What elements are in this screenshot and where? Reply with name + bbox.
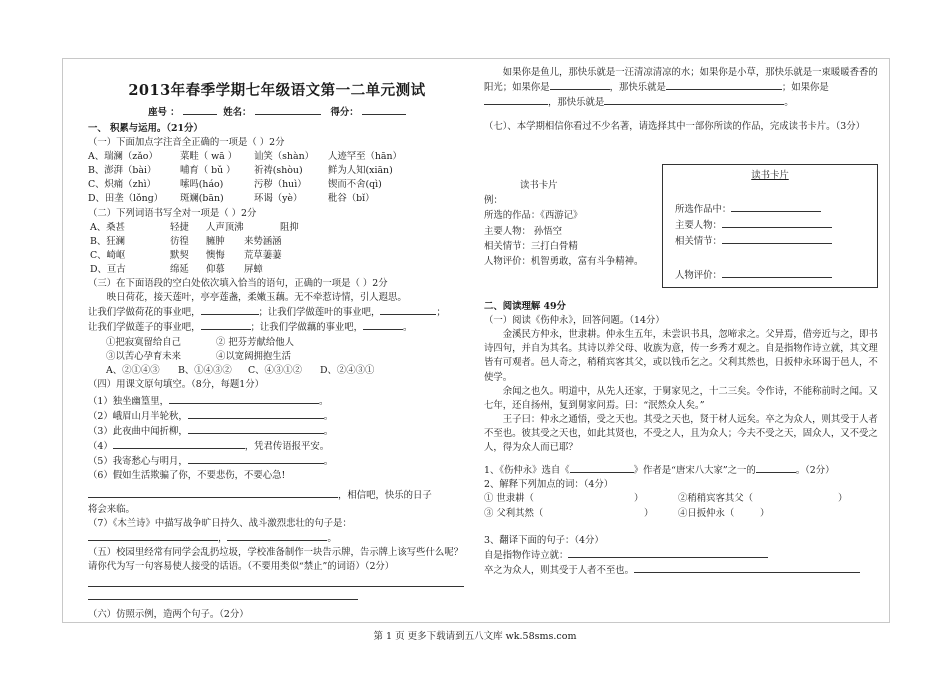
q6-blank[interactable] — [484, 95, 548, 105]
q4-stem: （四）用课文原句填空。（8分，每题1分） — [88, 378, 264, 390]
example-reading-card — [484, 178, 654, 269]
student-info — [88, 105, 466, 120]
q4-item-6-end: 将会来临。 — [88, 503, 135, 515]
card-plot-field[interactable] — [722, 234, 832, 244]
card-row-plot: 相关情节： — [675, 233, 832, 247]
rq3-a: 自是指物作诗立就： — [484, 548, 884, 563]
card-row-person: 主要人物： — [675, 217, 832, 231]
q2-row: B、狂澜 彷徨 臃肿 来势涵涵 — [90, 235, 282, 247]
card-eval-field[interactable] — [722, 268, 832, 278]
example-line: 所选的作品：《西游记》 — [484, 210, 583, 222]
q4-blank[interactable] — [88, 488, 338, 498]
name-label: 姓名： — [223, 106, 252, 118]
q6-stem: （六）仿照示例，造两个句子。（2分） — [88, 609, 249, 621]
q4-blank[interactable] — [188, 409, 324, 419]
passage-para-3: 王子曰：仲永之通悟，受之天也。其受之天也，贤于材人远矣。卒之为众人，则其受于人者不至也。彼其受之天也，如此其贤也，不受之人，且为众人；今夫不受之天，固众人，又不受之人，得为众人而已耶？ — [484, 413, 878, 454]
card-row-eval: 人物评价： — [675, 267, 832, 281]
q4-blank[interactable] — [188, 424, 324, 434]
q4-blank[interactable] — [188, 454, 324, 464]
card-work-field[interactable] — [731, 202, 821, 212]
q1-row: B、澎湃（bài） 哺育（ bǔ ） 祈祷(shòu) 鲜为人知(xiān) — [88, 165, 393, 177]
rq2-spacer — [484, 521, 884, 534]
q3-passage: 映日荷花，接天莲叶，亭亭莲盏，柔嫩玉藕。无不牵惹诗情，引人遐思。 — [106, 292, 407, 304]
rq1-blank[interactable] — [570, 463, 634, 473]
q4-blank[interactable] — [227, 531, 327, 541]
rq2-row: ③ 父利其然（ ） ④日扳仲永（ ） — [484, 507, 770, 519]
q3-choices: A、②①④③ B、①④③② C、④③①② D、②④③① — [106, 364, 375, 376]
q5-text: （五）校园里经常有同学会乱扔垃圾，学校准备制作一块告示牌，告示牌上该写些什么呢？请你代为写一句容易使人接受的话语。（不要用类似“禁止”的词语）（2分） — [88, 547, 464, 573]
q4-item-3: （3）此夜曲中闻折柳， 。 — [88, 426, 334, 438]
q1-row: C、炽痛（zhì） 嗦吗(háo) 污秽（huì） 锲而不舍(qì) — [88, 179, 382, 191]
rq2-stem: 2、解释下列加点的词：（4分） — [484, 479, 614, 491]
q3-line-2: 让我们学做莲子的事业吧， ；让我们学做藕的事业吧， 。 — [88, 322, 413, 334]
q3-options-b: ③以苦心孕育未来 ④以宽阔拥抱生活 — [106, 350, 292, 362]
q4-item-5: （5）我寄愁心与明月， 。 — [88, 456, 334, 468]
q4-blank[interactable] — [169, 394, 319, 404]
seat-label: 座号 ： — [148, 106, 180, 118]
q2-stem: （二）下列词语书写全对一项是（ ）2分 — [88, 207, 257, 219]
page-title: 2013年春季学期七年级语文第一二单元测试 — [128, 82, 426, 99]
q3-stem: （三）在下面语段的空白处依次填入恰当的语句，正确的一项是（ ）2分 — [88, 278, 388, 290]
q7-stem: （七）、本学期相信你看过不少名著，请选择其中一部你所读的作品，完成读书卡片。（3分） — [484, 121, 865, 133]
reading-card-title: 读书卡片 — [751, 170, 789, 181]
card-person-field[interactable] — [722, 218, 832, 228]
left-column — [88, 74, 466, 622]
example-line: 例： — [484, 195, 503, 207]
q4-blank[interactable] — [113, 439, 245, 449]
name-field[interactable] — [255, 105, 321, 115]
q4-item-6-cont: ，相信吧，快乐的日子 — [88, 488, 466, 503]
q4-blank[interactable] — [88, 531, 218, 541]
q4-item-6: （6）假如生活欺骗了你，不要悲伤，不要心急! — [88, 470, 286, 482]
rq3-blank[interactable] — [634, 563, 860, 573]
reading-section — [484, 300, 884, 578]
q3-blank[interactable] — [380, 305, 436, 315]
q1-stem: （一）下面加点字注音全正确的一项是（ ）2分 — [88, 136, 285, 148]
q1-row: D、田垄（lǒng） 斑斓(bān) 环谒（yè） 秕谷（bǐ） — [88, 193, 375, 205]
rq3-b: 卒之为众人，则其受于人者不至也。 — [484, 563, 884, 578]
rq2-row: ① 世隶耕（ ） ②稍稍宾客其父（ ） — [484, 493, 848, 505]
q2-row: A、桑甚 轻捷 人声顶沸 阻抑 — [90, 221, 299, 233]
q2-row: C、崎岖 默契 懊悔 荒草萋萋 — [90, 249, 282, 261]
q4-item-4: （4） ，凭君传语报平安。 — [88, 441, 330, 453]
q5-answer-line[interactable] — [88, 574, 464, 587]
score-label: 得分： — [330, 106, 359, 118]
q6-example: 如果你是鱼儿，那快乐就是一汪清凉清凉的水；如果你是小草，那快乐就是一束暖暖香香的阳光；如果你是 ，那快乐就是 ；如果你是，那快乐就是 。 — [484, 67, 878, 109]
example-card-title: 读书卡片 — [520, 180, 558, 191]
q6-blank[interactable] — [604, 95, 784, 105]
q6-blank[interactable] — [666, 80, 782, 90]
q5-answer-line[interactable] — [88, 587, 358, 600]
section-1-header: 一、 积累与运用。（21分） — [88, 122, 203, 134]
q2-row: D、亘古 绵延 仰慕 屏蟑 — [90, 263, 263, 275]
q4-item-2: （2）峨眉山月半轮秋， 。 — [88, 411, 334, 423]
q4-item-1: （1）独坐幽篁里， 。 — [88, 395, 329, 407]
example-line: 主要人物： 孙悟空 — [484, 225, 562, 237]
q4-item-7: （7）《木兰诗》中描写战争旷日持久、战斗激烈悲壮的句子是： — [88, 517, 352, 529]
right-column — [484, 66, 884, 134]
passage-para-2: 余闻之也久。明道中，从先人还家，于舅家见之，十二三矣。令作诗，不能称前时之闻。又七年，还自扬州，复到舅家问焉。曰：“泯然众人矣。” — [484, 385, 878, 411]
q3-line-1: 让我们学做荷花的事业吧， ；让我们学做莲叶的事业吧， ； — [88, 307, 446, 319]
rq1-blank[interactable] — [756, 463, 796, 473]
q6-blank[interactable] — [550, 80, 610, 90]
reading-card — [662, 164, 878, 288]
rq1: 1、《伤仲永》选自《 》作者是“唐宋八大家”之一的 。（2分） — [484, 465, 835, 477]
page-footer: 第 1 页 更多下载请到五八文库 wk.58sms.com — [373, 631, 577, 642]
seat-field[interactable] — [183, 105, 217, 115]
rq3-stem: 3、翻译下面的句子：（4分） — [484, 534, 604, 546]
section-2-header: 二、阅读理解 49分 — [484, 301, 566, 312]
passage-para-1: 金溪民方仲永，世隶耕。仲永生五年，未尝识书具，忽啼求之。父异焉，借旁近与之，即书诗四句，并自为其名。其诗以养父母、收族为意，传一乡秀才观之。自是指物作诗立就，其文理皆有可观者。邑人奇之，稍稍宾客其父，或以钱币乞之。父利其然也，日扳仲永环谒于邑人，不使学。 — [484, 329, 878, 383]
card-row-work: 所选作品中： — [675, 201, 821, 215]
q3-blank[interactable] — [201, 320, 251, 330]
q1-row: A、瑞澜（zǎo） 菜畦（ wā ） 讪笑（shàn） 人迹罕至（hān） — [88, 151, 402, 163]
rq3-blank[interactable] — [568, 548, 768, 558]
q2-options — [88, 221, 466, 277]
q3-blank[interactable] — [201, 305, 259, 315]
q4-item-7-blanks: ， 。 — [88, 531, 466, 546]
q3-blank[interactable] — [363, 320, 403, 330]
example-line: 人物评价：机智勇敢，富有斗争精神。 — [484, 256, 644, 268]
q3-options-a: ①把寂寞留给自己 ② 把芬芳献给他人 — [106, 336, 294, 348]
section-2a-stem: （一）阅读《伤仲永》，回答问题。（14分） — [484, 315, 665, 327]
example-line: 相关情节：三打白骨精 — [484, 240, 578, 252]
q1-options — [88, 150, 466, 206]
score-field[interactable] — [362, 105, 406, 115]
